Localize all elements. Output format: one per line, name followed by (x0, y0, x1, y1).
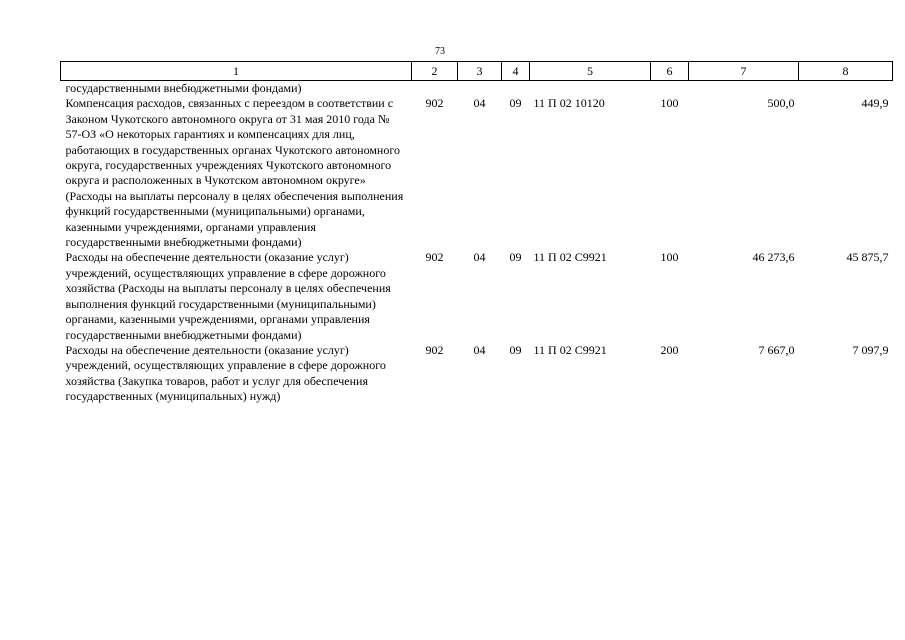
budget-table (60, 61, 893, 405)
row-executed: 7 097,9 (852, 342, 889, 357)
row-target: 11 П 02 10120 (533, 96, 605, 111)
row-executed: 45 875,7 (846, 250, 889, 265)
table-row-continuation (61, 81, 893, 97)
header-col-1: 1 (61, 62, 412, 81)
header-col-5: 5 (530, 62, 651, 81)
row-target: 11 П 02 С9921 (533, 342, 607, 357)
row-ministry: 902 (425, 342, 444, 357)
header-col-4: 4 (502, 62, 530, 81)
header-col-3: 3 (458, 62, 502, 81)
header-col-8: 8 (799, 62, 893, 81)
row-subsection: 09 (509, 342, 522, 357)
row-expense-type: 100 (660, 96, 679, 111)
row-section: 04 (473, 96, 486, 111)
row-name: Компенсация расходов, связанных с переездом в соответствии с Законом Чукотского автономного округа от 31 мая 2010 года № 57-ОЗ «О некоторых гарантиях и компенсациях для лиц, работающих в государственных органах Чукотского автономного округа, государственных учреждениях Чукотского автономного округа и расположенных в Чукотском автономном округе» (Расходы на выплаты персоналу в целях обеспечения выполнения функций государственными (муниципальными) органами, казенными учреждениями, органами управления государственными внебюджетными фондами) (65, 96, 404, 250)
row-planned: 500,0 (767, 96, 795, 111)
row-name: Расходы на обеспечение деятельности (оказание услуг) учреждений, осуществляющих управление в сфере дорожного хозяйства (Закупка товаров, работ и услуг для обеспечения государственных (муниципальных) нужд) (65, 342, 386, 404)
row-ministry: 902 (425, 250, 444, 265)
header-col-2: 2 (412, 62, 458, 81)
row-target: 11 П 02 С9921 (533, 250, 607, 265)
row-section: 04 (473, 342, 486, 357)
continuation-text: государственными внебюджетными фондами) (65, 81, 302, 95)
table-row (61, 343, 893, 405)
row-subsection: 09 (509, 96, 522, 111)
row-planned: 7 667,0 (758, 342, 795, 357)
row-expense-type: 200 (660, 342, 679, 357)
row-subsection: 09 (509, 250, 522, 265)
row-section: 04 (473, 250, 486, 265)
row-executed: 449,9 (861, 96, 889, 111)
table-row (61, 96, 893, 250)
header-col-7: 7 (689, 62, 799, 81)
row-ministry: 902 (425, 96, 444, 111)
page-number: 73 (435, 46, 445, 57)
row-planned: 46 273,6 (752, 250, 795, 265)
table-header-row (61, 62, 893, 81)
row-expense-type: 100 (660, 250, 679, 265)
table-row (61, 250, 893, 342)
header-col-6: 6 (651, 62, 689, 81)
row-name: Расходы на обеспечение деятельности (оказание услуг) учреждений, осуществляющих управление в сфере дорожного хозяйства (Расходы на выплаты персоналу в целях обеспечения выполнения функций государственными (муниципальными) органами, казенными учреждениями, органами управления государственными внебюджетными фондами) (65, 250, 391, 342)
